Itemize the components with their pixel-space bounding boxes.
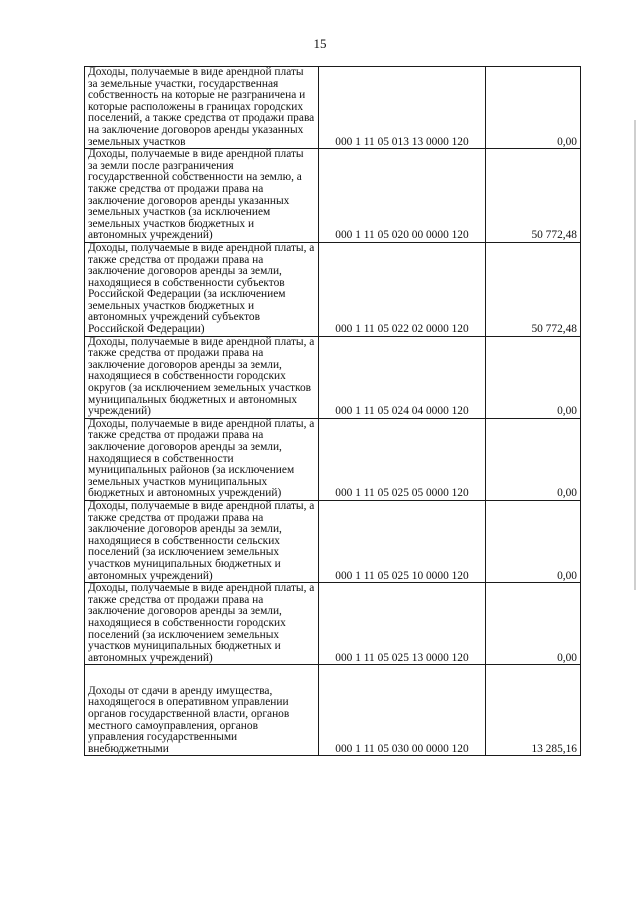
row-name: Доходы от сдачи в аренду имущества, находящегося в оперативном управлении органов государственной власти, органов местного самоуправления, органов управления государственными внебюджетными <box>85 665 319 756</box>
revenue-table <box>84 66 581 756</box>
table-row <box>85 583 581 665</box>
row-amount: 50 772,48 <box>486 149 581 243</box>
table-row <box>85 336 581 418</box>
row-name: Доходы, получаемые в виде арендной платы, а также средства от продажи права на заключение договоров аренды за земли, находящиеся в собственности городских поселений (за исключением земельных участков муниципальных бюджетных и автономных учреждений) <box>85 583 319 665</box>
table-row <box>85 67 581 149</box>
table-row <box>85 665 581 756</box>
row-amount: 0,00 <box>486 67 581 149</box>
table-row <box>85 500 581 582</box>
row-code: 000 1 11 05 013 13 0000 120 <box>319 67 486 149</box>
row-name: Доходы, получаемые в виде арендной платы, а также средства от продажи права на заключение договоров аренды за земли, находящиеся в собственности субъектов Российской Федерации (за исключением земельных участков бюджетных и автономных учреждений субъектов Российской Федерации) <box>85 242 319 336</box>
row-code: 000 1 11 05 020 00 0000 120 <box>319 149 486 243</box>
row-name: Доходы, получаемые в виде арендной платы, а также средства от продажи права на заключение договоров аренды за земли, находящиеся в собственности муниципальных районов (за исключением земельных участков муниципальных бюджетных и автономных учреждений) <box>85 418 319 500</box>
row-code: 000 1 11 05 025 10 0000 120 <box>319 500 486 582</box>
row-code: 000 1 11 05 025 13 0000 120 <box>319 583 486 665</box>
table-row <box>85 242 581 336</box>
row-code: 000 1 11 05 024 04 0000 120 <box>319 336 486 418</box>
row-name: Доходы, получаемые в виде арендной платы за земельные участки, государственная собственность на которые не разграничена и которые расположены в границах городских поселений, а также средства от продажи права на заключение договоров аренды указанных земельных участков <box>85 67 319 149</box>
row-amount: 0,00 <box>486 336 581 418</box>
row-code: 000 1 11 05 025 05 0000 120 <box>319 418 486 500</box>
row-code: 000 1 11 05 022 02 0000 120 <box>319 242 486 336</box>
row-name: Доходы, получаемые в виде арендной платы за земли после разграничения государственной собственности на землю, а также средства от продажи права на заключение договоров аренды указанных земельных участков (за исключением земельных участков бюджетных и автономных учреждений) <box>85 149 319 243</box>
row-name: Доходы, получаемые в виде арендной платы, а также средства от продажи права на заключение договоров аренды за земли, находящиеся в собственности сельских поселений (за исключением земельных участков муниципальных бюджетных и автономных учреждений) <box>85 500 319 582</box>
row-code: 000 1 11 05 030 00 0000 120 <box>319 665 486 756</box>
page-number: 15 <box>313 36 327 51</box>
row-amount: 0,00 <box>486 583 581 665</box>
row-amount: 13 285,16 <box>486 665 581 756</box>
table-row <box>85 149 581 243</box>
row-amount: 0,00 <box>486 500 581 582</box>
row-amount: 0,00 <box>486 418 581 500</box>
scan-edge-shadow <box>634 120 636 590</box>
table-row <box>85 418 581 500</box>
row-amount: 50 772,48 <box>486 242 581 336</box>
row-name: Доходы, получаемые в виде арендной платы, а также средства от продажи права на заключение договоров аренды за земли, находящиеся в собственности городских округов (за исключением земельных участков муниципальных бюджетных и автономных учреждений) <box>85 336 319 418</box>
